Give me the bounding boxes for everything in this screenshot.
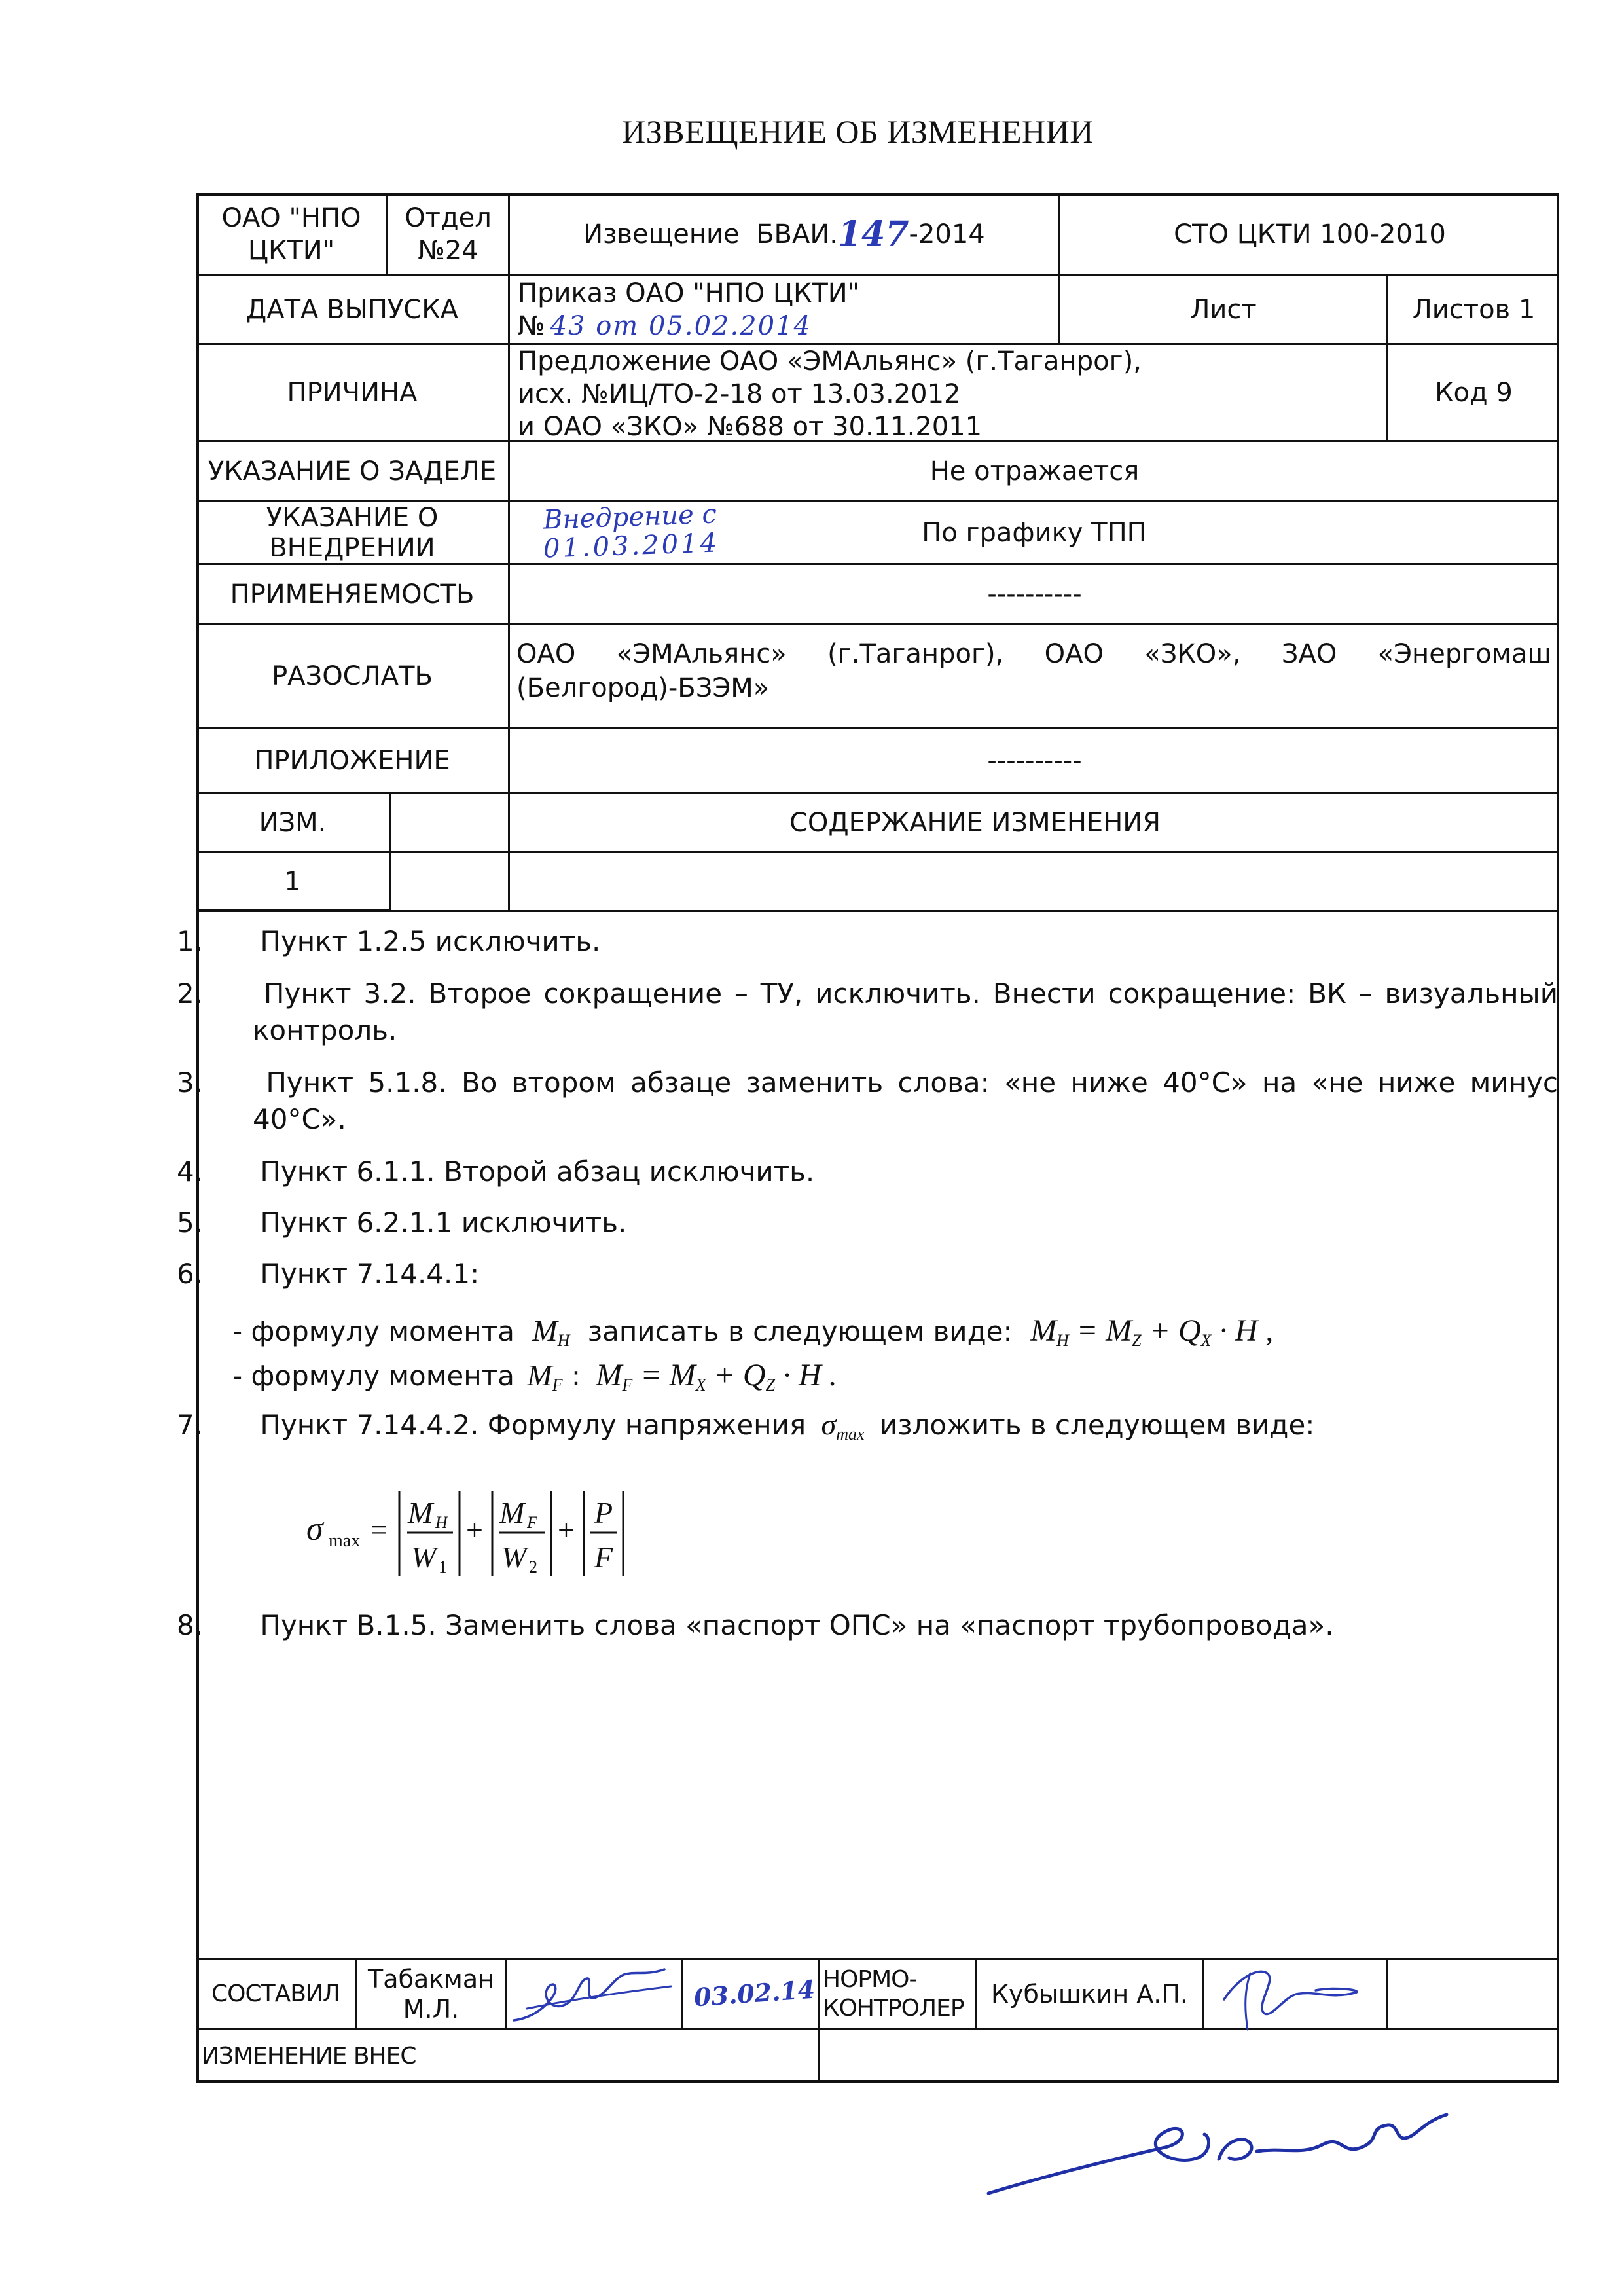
reason-line3: и ОАО «ЗКО» №688 от 30.11.2011 — [518, 412, 983, 442]
compiled-name — [357, 1960, 505, 2028]
compiled-name-2: М.Л. — [403, 1995, 460, 2024]
svg-text:max: max — [329, 1531, 361, 1551]
item-number: 4. — [177, 1156, 204, 1188]
order-line1: Приказ ОАО "НПО ЦКТИ" — [518, 278, 860, 308]
norm-label-1: НОРМО- — [823, 1966, 917, 1993]
svg-text:2: 2 — [529, 1558, 537, 1576]
svg-text:+: + — [466, 1513, 483, 1546]
svg-text:1: 1 — [439, 1558, 447, 1576]
norm-controller-label — [820, 1960, 975, 2028]
svg-text:M: M — [408, 1496, 433, 1529]
sheets-count: Листов 1 — [1412, 294, 1536, 325]
item-text: Пункт 7.14.4.2. Формулу напряжения — [260, 1409, 806, 1441]
distribute-line1: ОАО «ЭМАльянс» (г.Таганрог), ОАО «ЗКО», ЗАО «Энергомаш — [516, 639, 1551, 669]
reason-cell — [510, 345, 1386, 440]
distribute-line2: (Белгород)-БЗЭМ» — [516, 673, 770, 703]
implementation-label — [196, 502, 508, 563]
order-cell — [510, 276, 1058, 343]
page-title: ИЗВЕЩЕНИЕ ОБ ИЗМЕНЕНИИ — [622, 113, 1094, 150]
svg-text:W: W — [411, 1540, 437, 1574]
svg-text:W: W — [501, 1540, 527, 1574]
implementation-value: По графику ТПП — [922, 517, 1147, 548]
applicability-value: ---------- — [987, 579, 1082, 610]
compiled-name-1: Табакман — [368, 1965, 494, 1994]
formula-mh-prefix: - формулу момента — [232, 1315, 514, 1347]
item-text: Пункт 1.2.5 исключить. — [260, 925, 601, 957]
standard-code: СТО ЦКТИ 100-2010 — [1174, 219, 1446, 249]
reason-line2: исх. №ИЦ/ТО-2-18 от 13.03.2012 — [518, 379, 961, 409]
notice-cell — [510, 195, 1058, 274]
formula-mh-equation: $M_H = M_Z + Q_X \cdot H$ , — [1030, 1313, 1274, 1350]
item-text: Пункт 6.1.1. Второй абзац исключить. — [260, 1156, 815, 1188]
item-number: 5. — [177, 1207, 204, 1239]
content-item-4 — [177, 1154, 1558, 1190]
item-text: Пункт 6.2.1.1 исключить. — [260, 1207, 627, 1239]
org-name: ОАО "НПО ЦКТИ" — [221, 203, 361, 266]
compiler-signature — [507, 1960, 681, 2028]
dept-name: Отдел №24 — [405, 203, 492, 266]
sheet-label: Лист — [1190, 294, 1257, 325]
formula-mf-prefix: - формулу момента — [232, 1360, 514, 1392]
backlog-label: УКАЗАНИЕ О ЗАДЕЛЕ — [208, 456, 497, 486]
formula-mh-line: - формулу момента $M_H$ записать в следующем виде: $M_H = M_Z + Q_X \cdot H$ , — [232, 1313, 1274, 1350]
content-item-5 — [177, 1205, 1558, 1241]
svg-text:+: + — [558, 1513, 575, 1546]
appendix-label: ПРИЛОЖЕНИЕ — [254, 745, 450, 776]
reason-label: ПРИЧИНА — [287, 377, 418, 408]
footer-col — [1202, 1958, 1204, 2028]
order-date-handwritten: 43 от 05.02.2014 — [550, 310, 812, 341]
change-label: ИЗМ. — [259, 807, 327, 838]
item-number: 8. — [177, 1609, 204, 1641]
svg-text:σ: σ — [306, 1510, 323, 1548]
item7-suffix: изложить в следующем виде: — [879, 1409, 1315, 1441]
content-label: СОДЕРЖАНИЕ ИЗМЕНЕНИЯ — [789, 807, 1161, 838]
sigma-max-formula — [301, 1472, 668, 1590]
item-text: Пункт 7.14.4.1: — [260, 1258, 480, 1290]
implementation-label-1: УКАЗАНИЕ О — [266, 502, 439, 533]
item-text: Пункт 3.2. Второе сокращение – ТУ, исключить. Внести сокращение: ВК – визуальный контроль. — [253, 977, 1558, 1046]
dept-cell — [388, 195, 508, 274]
row-divider — [196, 851, 1559, 853]
content-item-8 — [177, 1607, 1558, 1644]
applicability-label: ПРИМЕНЯЕМОСТЬ — [230, 579, 475, 610]
implementation-handwritten-2: 01.03.2014 — [543, 528, 720, 564]
change-number: 1 — [284, 866, 301, 897]
controller-signature — [1204, 1960, 1386, 2032]
approval-signature — [975, 2095, 1473, 2206]
compiled-label: СОСТАВИЛ — [211, 1980, 340, 2007]
org-cell — [196, 195, 386, 274]
notice-prefix: Извещение БВАИ. — [583, 219, 838, 249]
item-text: Пункт 5.1.8. Во втором абзаце заменить слова: «не ниже 40°С» на «не ниже минус 40°С». — [253, 1066, 1558, 1135]
svg-text:M: M — [499, 1496, 525, 1529]
compiled-date-handwritten: 03.02.14 — [693, 1974, 816, 2013]
item-number: 2. — [177, 977, 204, 1010]
svg-text:H: H — [435, 1513, 448, 1532]
item-number: 7. — [177, 1409, 204, 1441]
reason-line1: Предложение ОАО «ЭМАльянс» (г.Таганрог), — [518, 346, 1142, 376]
row-divider — [196, 910, 1559, 912]
release-date-label: ДАТА ВЫПУСКА — [245, 294, 458, 325]
norm-label-2: КОНТРОЛЕР — [823, 1995, 964, 2022]
order-number-prefix: № — [518, 310, 545, 341]
content-item-6 — [177, 1256, 1558, 1292]
svg-text:F: F — [527, 1513, 537, 1532]
footer-col — [681, 1958, 683, 2028]
formula-mf-line: - формулу момента $M_F$ : $M_F = M_X + Q_Z \cdot H$ . — [232, 1358, 837, 1394]
item-number: 1. — [177, 925, 204, 957]
content-item-1 — [177, 923, 1558, 960]
distribute-label: РАЗОСЛАТЬ — [272, 661, 433, 691]
content-item-7: 7. Пункт 7.14.4.2. Формулу напряжения $\sigma_{max}$ изложить в следующем виде: — [177, 1408, 1315, 1444]
appendix-value: ---------- — [987, 745, 1082, 776]
formula-mh-mid: записать в следующем виде: — [587, 1315, 1013, 1347]
content-item-2 — [177, 975, 1558, 1049]
svg-text:F: F — [594, 1540, 613, 1574]
item-text: Пункт В.1.5. Заменить слова «паспорт ОПС» на «паспорт трубопровода». — [260, 1609, 1334, 1641]
code-value: Код 9 — [1435, 377, 1513, 408]
footer-col — [1386, 1958, 1388, 2028]
item-number: 6. — [177, 1258, 204, 1290]
backlog-value: Не отражается — [929, 456, 1140, 486]
formula-mf-equation: $M_F = M_X + Q_Z \cdot H$ . — [596, 1358, 837, 1394]
change-by-label: ИЗМЕНЕНИЕ ВНЕС — [202, 2043, 416, 2069]
svg-text:P: P — [594, 1496, 613, 1529]
standard-cell — [1060, 195, 1559, 274]
notice-suffix: -2014 — [909, 219, 985, 249]
item-number: 3. — [177, 1066, 204, 1099]
distribute-cell — [510, 625, 1559, 727]
notice-number-handwritten: 147 — [837, 214, 909, 254]
svg-text:=: = — [370, 1513, 388, 1546]
implementation-handwritten-1: Внедрение с — [543, 499, 717, 536]
content-item-3 — [177, 1065, 1558, 1138]
norm-controller-name: Кубышкин А.П. — [991, 1980, 1188, 2009]
implementation-label-2: ВНЕДРЕНИИ — [269, 532, 435, 563]
